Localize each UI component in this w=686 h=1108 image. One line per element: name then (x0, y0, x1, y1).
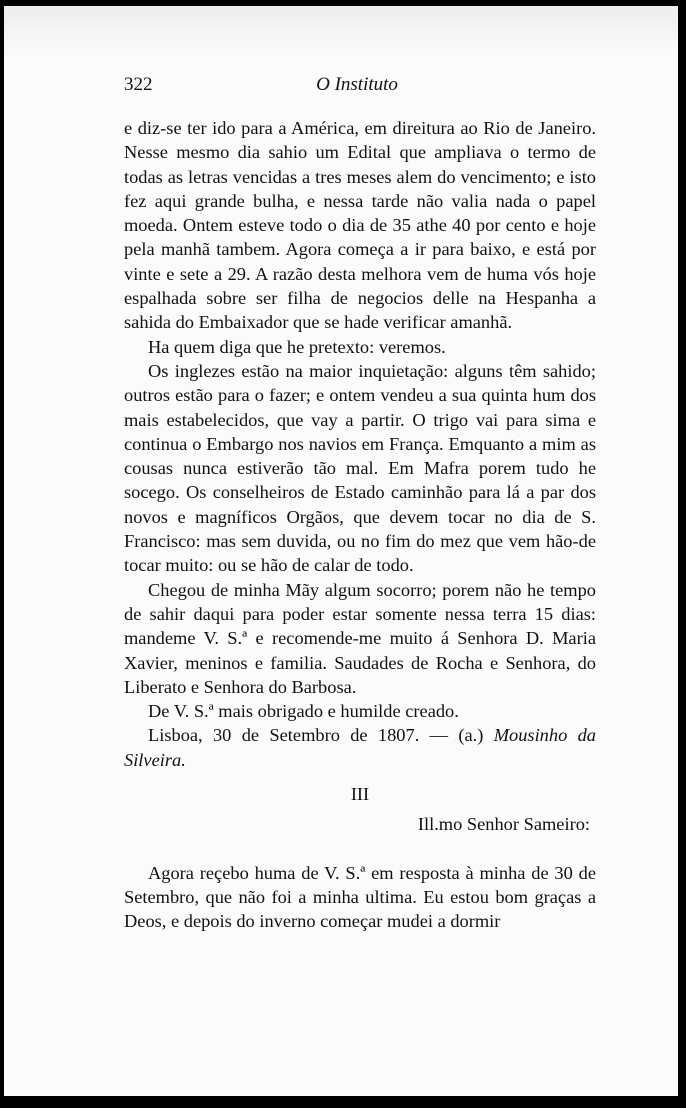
page-top-shading (4, 6, 678, 56)
section-number: III (350, 784, 370, 805)
paragraph-inglezes: Os inglezes estão na maior inquietação: alguns têm sahido; outros estão para o fazer; e ontem vendeu a sua quinta hum dos mais estabelecidos, que vay a partir. O trigo vai para sima e continua o Embargo nos navios em França. Emquanto a mim as cousas nunca estiverão tão mal. Em Mafra porem tudo he socego. Os conselheiros de Estado caminhão para lá a par dos novos e magníficos Orgãos, que devem tocar no dia de S. Francisco: mas sem duvida, ou no fim do mez que vem hão-de tocar muito: ou se hão de calar de todo. (124, 360, 596, 576)
paragraph-closing: De V. S.ª mais obrigado e humilde creado. (148, 701, 459, 722)
dateline: Lisboa, 30 de Setembro de 1807. — (a.) (148, 725, 484, 746)
dateline-paragraph (124, 723, 596, 772)
paragraph-agora: Agora reçebo huma de V. S.ª em resposta à minha de 30 de Setembro, que não foi a minha ultima. Eu estou bom graças a Deos, e depois do inverno começar mudei a dormir (124, 862, 596, 932)
paragraph-continued: e diz-se ter ido para a América, em direitura ao Rio de Janeiro. Nesse mesmo dia sahio um Edital que ampliava o termo de todas as letras vencidas a tres meses alem do vencimento; e isto fez aqui grande bulha, e nessa tarde não valia nada o papel moeda. Ontem esteve todo o dia de 35 athe 40 por cento e hoje pela manhã tambem. Agora começa a ir para baixo, e está por vinte e sete a 29. A razão desta melhora vem de huma vós hoje espalhada sobre ser filha de negocios delle na Hespanha a sahida do Embaixador que se hade verificar amanhã. (124, 118, 596, 333)
running-head (124, 74, 590, 100)
salutation: Ill.mo Senhor Sameiro: (417, 814, 590, 835)
signature: Mousinho da Silveira. (124, 725, 596, 770)
paragraph-socorro: Chegou de minha Mãy algum socorro; porem não he tempo de sahir daqui para poder estar somente nessa terra 15 dias: mandeme V. S.ª e recomende-me muito á Senhora D. Maria Xavier, meninos e familia. Saudades de Rocha e Senhora, do Liberato e Senhora do Barbosa. (124, 579, 596, 697)
letter-text (124, 116, 596, 934)
paragraph-pretexto: Ha quem diga que he pretexto: veremos. (148, 336, 446, 357)
running-title: O Instituto (316, 74, 398, 95)
page-number: 322 (124, 74, 153, 95)
